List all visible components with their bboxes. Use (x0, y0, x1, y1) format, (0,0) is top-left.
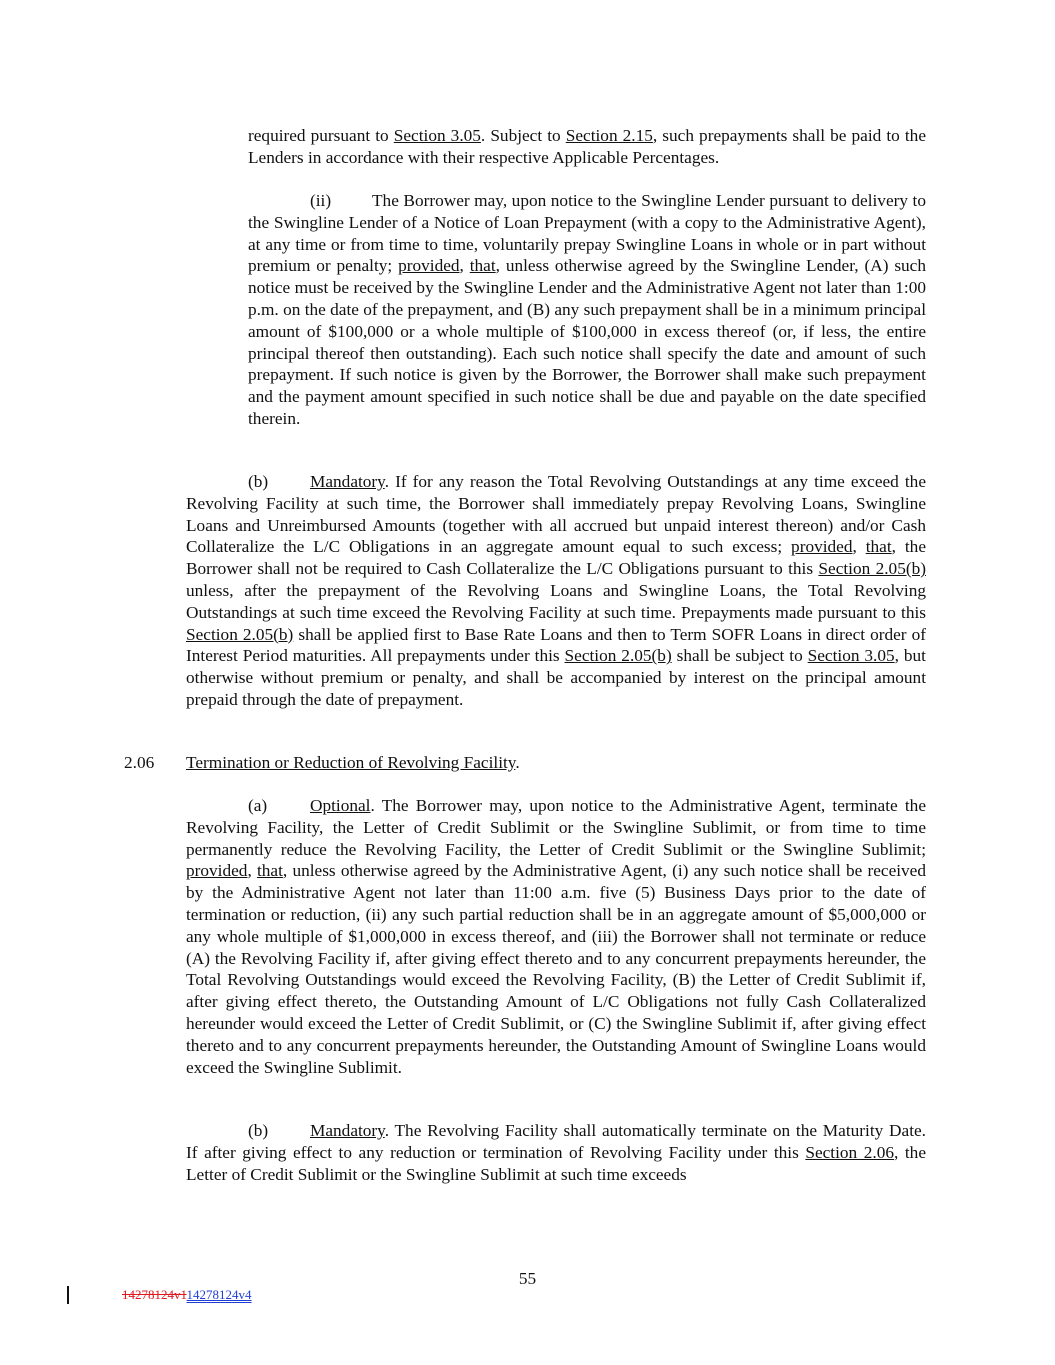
paragraph-continuation: required pursuant to Section 3.05. Subject to Section 2.15, such prepayments shall be paid to the Lenders in accordance with their respective Applicable Percentages. (248, 126, 926, 167)
clause-label: (ii) (310, 191, 332, 210)
section-number: 2.06 (124, 753, 155, 772)
clause-label: (a) (248, 796, 268, 815)
clause-label: (b) (248, 472, 269, 491)
section-heading: Termination or Reduction of Revolving Facility. (186, 753, 520, 772)
paragraph-b-mandatory-termination: (b) Mandatory. The Revolving Facility shall automatically terminate on the Maturity Date. If after giving effect to any reduction or termination of Revolving Facility under this Section 2.06, the Letter of Credit Sublimit or the Swingline Sublimit at such time exceeds (186, 1121, 926, 1184)
clause-title: Optional (310, 796, 371, 815)
document-id-deleted: 14278124v1 (122, 1287, 187, 1302)
paragraph-ii-swingline-prepayment: (ii) The Borrower may, upon notice to the Swingline Lender pursuant to delivery to the Swingline Lender of a Notice of Loan Prepayment (with a copy to the Administrative Agent), at any time or from time to time, voluntarily prepay Swingline Loans in whole or in part without premium or penalty; provided, that, unless otherwise agreed by the Swingline Lender, (A) such notice must be received by the Swingline Lender and the Administrative Agent not later than 1:00 p.m. on the date of the prepayment, and (B) any such prepayment shall be in a minimum principal amount of $100,000 or a whole multiple of $100,000 in excess thereof (or, if less, the entire principal thereof then outstanding). Each such notice shall specify the date and amount of such prepayment. If such notice is given by the Borrower, the Borrower shall make such prepayment and the payment amount specified in such notice shall be due and payable on the date specified therein. (248, 191, 926, 428)
document-id (122, 1287, 252, 1303)
paragraph-b-mandatory-prepayment: (b) Mandatory. If for any reason the Total Revolving Outstandings at any time exceed the Revolving Facility at such time, the Borrower shall immediately prepay Revolving Loans, Swingline Loans and Unreimbursed Amounts (together with all accrued but unpaid interest thereon) and/or Cash Collateralize the L/C Obligations in an aggregate amount equal to such excess; provided, that, the Borrower shall not be required to Cash Collateralize the L/C Obligations pursuant to this Section 2.05(b) unless, after the prepayment of the Revolving Loans and Swingline Loans, the Total Revolving Outstandings at such time exceed the Revolving Facility at such time. Prepayments made pursuant to this Section 2.05(b) shall be applied first to Base Rate Loans and then to Term SOFR Loans in direct order of Interest Period maturities. All prepayments under this Section 2.05(b) shall be subject to Section 3.05, but otherwise without premium or penalty, and shall be accompanied by interest on the principal amount prepaid through the date of prepayment. (186, 472, 927, 709)
section-3-05-reference: Section 3.05 (393, 126, 481, 145)
clause-title: Mandatory (310, 1121, 385, 1140)
section-2-15-reference: Section 2.15 (565, 126, 653, 145)
paragraph-a-optional-termination: (a) Optional. The Borrower may, upon notice to the Administrative Agent, terminate the Revolving Facility, the Letter of Credit Sublimit or the Swingline Sublimit, or from time to time permanently reduce the Revolving Facility, the Letter of Credit Sublimit or the Swingline Sublimit; provided, that, unless otherwise agreed by the Administrative Agent, (i) any such notice shall be received by the Administrative Agent not later than 11:00 a.m. five (5) Business Days prior to the date of termination or reduction, (ii) any such partial reduction shall be in an aggregate amount of $5,000,000 or any whole multiple of $1,000,000 in excess thereof, and (iii) the Borrower shall not terminate or reduce (A) the Revolving Facility if, after giving effect thereto and to any concurrent prepayments hereunder, the Total Revolving Outstandings would exceed the Revolving Facility, (B) the Letter of Credit Sublimit if, after giving effect thereto, the Outstanding Amount of L/C Obligations not fully Cash Collateralized hereunder would exceed the Letter of Credit Sublimit, or (C) the Swingline Sublimit if, after giving effect thereto and to any concurrent prepayments hereunder, the Outstanding Amount of Swingline Loans would exceed the Swingline Sublimit. (186, 796, 926, 1077)
document-id-inserted: 14278124v4 (186, 1287, 252, 1302)
page-number: 55 (518, 1269, 537, 1288)
clause-title: Mandatory (310, 472, 385, 491)
change-bar (67, 1286, 69, 1304)
clause-label: (b) (248, 1121, 269, 1140)
